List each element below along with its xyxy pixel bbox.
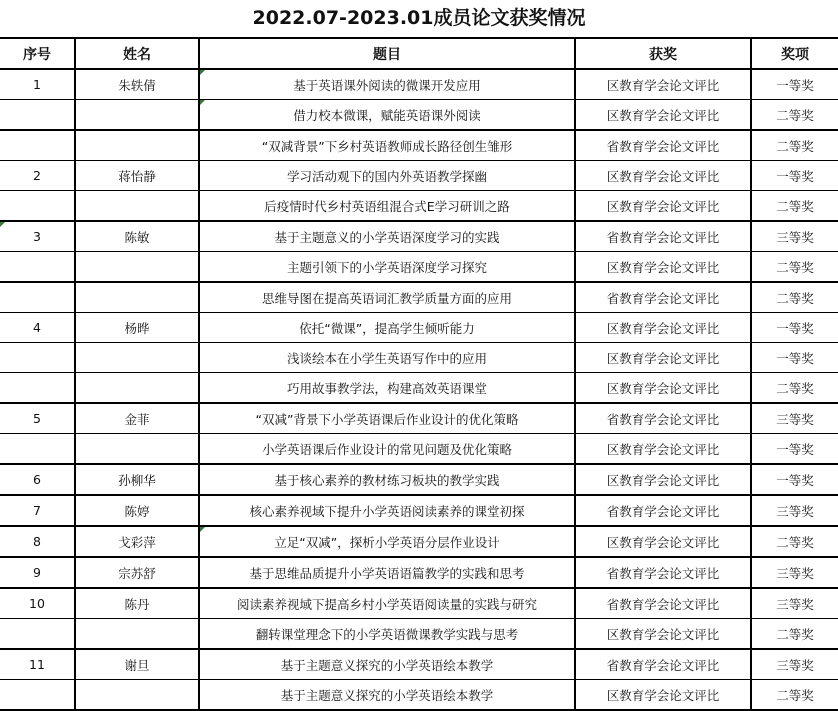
cell-name[interactable]: 孙柳华 (75, 464, 199, 495)
cell-seq[interactable] (0, 100, 75, 131)
cell-level[interactable]: 二等奖 (751, 680, 838, 711)
cell-topic[interactable]: “双减”背景下小学英语课后作业设计的优化策略 (199, 403, 575, 434)
cell-level[interactable]: 二等奖 (751, 282, 838, 313)
cell-topic[interactable]: 小学英语课后作业设计的常见问题及优化策略 (199, 434, 575, 465)
cell-seq[interactable] (0, 373, 75, 404)
cell-award[interactable]: 区教育学会论文评比 (575, 100, 751, 131)
cell-award[interactable]: 省教育学会论文评比 (575, 557, 751, 588)
cell-seq[interactable]: 2 (0, 161, 75, 191)
cell-topic[interactable]: “双减背景”下乡村英语教师成长路径创生雏形 (199, 130, 575, 161)
cell-award[interactable]: 区教育学会论文评比 (575, 252, 751, 283)
table-row (0, 464, 838, 495)
cell-topic[interactable]: 基于主题意义探究的小学英语绘本教学 (199, 680, 575, 711)
table-row (0, 282, 838, 313)
cell-name[interactable]: 陈婷 (75, 495, 199, 526)
cell-topic[interactable]: 浅谈绘本在小学生英语写作中的应用 (199, 343, 575, 373)
table-body (0, 69, 838, 710)
header-seq[interactable]: 序号 (0, 38, 75, 69)
cell-name[interactable]: 朱轶倩 (75, 69, 199, 100)
cell-award[interactable]: 省教育学会论文评比 (575, 649, 751, 680)
cell-level[interactable]: 二等奖 (751, 130, 838, 161)
cell-topic[interactable]: 借力校本微课，赋能英语课外阅读 (199, 100, 575, 131)
cell-award[interactable]: 省教育学会论文评比 (575, 495, 751, 526)
cell-award[interactable]: 省教育学会论文评比 (575, 221, 751, 252)
table-row (0, 100, 838, 131)
cell-topic[interactable]: 基于思维品质提升小学英语语篇教学的实践和思考 (199, 557, 575, 588)
cell-level[interactable]: 二等奖 (751, 191, 838, 222)
cell-topic[interactable]: 翻转课堂理念下的小学英语微课教学实践与思考 (199, 619, 575, 650)
cell-level[interactable]: 一等奖 (751, 161, 838, 191)
cell-award[interactable]: 区教育学会论文评比 (575, 373, 751, 404)
table-row (0, 619, 838, 650)
cell-level[interactable]: 一等奖 (751, 343, 838, 373)
cell-seq[interactable]: 3 (0, 221, 75, 252)
cell-award[interactable]: 区教育学会论文评比 (575, 69, 751, 100)
cell-seq[interactable] (0, 680, 75, 711)
cell-award[interactable]: 省教育学会论文评比 (575, 588, 751, 619)
cell-level[interactable]: 三等奖 (751, 221, 838, 252)
table-row (0, 343, 838, 373)
cell-award[interactable]: 区教育学会论文评比 (575, 343, 751, 373)
cell-level[interactable]: 三等奖 (751, 403, 838, 434)
cell-topic[interactable]: 基于主题意义探究的小学英语绘本教学 (199, 649, 575, 680)
cell-award[interactable]: 区教育学会论文评比 (575, 680, 751, 711)
cell-seq[interactable]: 7 (0, 495, 75, 526)
cell-name[interactable] (75, 130, 199, 161)
header-name[interactable]: 姓名 (75, 38, 199, 69)
cell-award[interactable]: 区教育学会论文评比 (575, 313, 751, 343)
cell-level[interactable]: 一等奖 (751, 464, 838, 495)
table-row (0, 526, 838, 557)
page-title: 2022.07-2023.01成员论文获奖情况 (252, 7, 586, 29)
cell-name[interactable] (75, 282, 199, 313)
table-row (0, 313, 838, 343)
cell-level[interactable]: 一等奖 (751, 313, 838, 343)
cell-name[interactable] (75, 680, 199, 711)
cell-seq[interactable] (0, 252, 75, 283)
cell-topic[interactable]: 巧用故事教学法，构建高效英语课堂 (199, 373, 575, 404)
table-row (0, 69, 838, 100)
cell-level[interactable]: 一等奖 (751, 69, 838, 100)
cell-level[interactable]: 二等奖 (751, 373, 838, 404)
table-row (0, 191, 838, 222)
cell-award[interactable]: 区教育学会论文评比 (575, 191, 751, 222)
cell-seq[interactable]: 6 (0, 464, 75, 495)
cell-seq[interactable] (0, 282, 75, 313)
cell-name[interactable] (75, 191, 199, 222)
cell-seq[interactable] (0, 130, 75, 161)
cell-name[interactable]: 陈敏 (75, 221, 199, 252)
cell-name[interactable]: 杨晔 (75, 313, 199, 343)
table-row (0, 680, 838, 711)
cell-seq[interactable] (0, 619, 75, 650)
table-row (0, 403, 838, 434)
cell-level[interactable]: 三等奖 (751, 588, 838, 619)
cell-name[interactable]: 宗苏舒 (75, 557, 199, 588)
cell-seq[interactable]: 4 (0, 313, 75, 343)
cell-seq[interactable]: 9 (0, 557, 75, 588)
cell-award[interactable]: 省教育学会论文评比 (575, 130, 751, 161)
cell-topic[interactable]: 核心素养视域下提升小学英语阅读素养的课堂初探 (199, 495, 575, 526)
table-row (0, 373, 838, 404)
cell-award[interactable]: 区教育学会论文评比 (575, 434, 751, 465)
header-topic[interactable]: 题目 (199, 38, 575, 69)
cell-topic[interactable]: 主题引领下的小学英语深度学习探究 (199, 252, 575, 283)
cell-name[interactable]: 蒋怡静 (75, 161, 199, 191)
cell-level[interactable]: 三等奖 (751, 557, 838, 588)
cell-level[interactable]: 二等奖 (751, 526, 838, 557)
cell-seq[interactable]: 11 (0, 649, 75, 680)
cell-topic[interactable]: 依托“微课”，提高学生倾听能力 (199, 313, 575, 343)
header-row (0, 38, 838, 69)
cell-name[interactable] (75, 434, 199, 465)
table-row (0, 130, 838, 161)
table-row (0, 221, 838, 252)
cell-topic[interactable]: 后疫情时代乡村英语组混合式E学习研训之路 (199, 191, 575, 222)
cell-award[interactable]: 省教育学会论文评比 (575, 403, 751, 434)
cell-seq[interactable] (0, 434, 75, 465)
cell-topic[interactable]: 思维导图在提高英语词汇教学质量方面的应用 (199, 282, 575, 313)
cell-name[interactable]: 金菲 (75, 403, 199, 434)
table-row (0, 649, 838, 680)
table-row (0, 557, 838, 588)
cell-award[interactable]: 区教育学会论文评比 (575, 161, 751, 191)
table-row (0, 588, 838, 619)
cell-topic[interactable]: 立足“双减”，探析小学英语分层作业设计 (199, 526, 575, 557)
table-row (0, 495, 838, 526)
cell-name[interactable]: 戈彩萍 (75, 526, 199, 557)
cell-level[interactable]: 二等奖 (751, 619, 838, 650)
cell-seq[interactable] (0, 343, 75, 373)
cell-seq[interactable]: 10 (0, 588, 75, 619)
table-row (0, 161, 838, 191)
cell-award[interactable]: 区教育学会论文评比 (575, 464, 751, 495)
cell-level[interactable]: 三等奖 (751, 495, 838, 526)
cell-name[interactable] (75, 619, 199, 650)
header-award[interactable]: 获奖 (575, 38, 751, 69)
table-row (0, 252, 838, 283)
table-row (0, 434, 838, 465)
cell-name[interactable]: 陈丹 (75, 588, 199, 619)
cell-name[interactable] (75, 373, 199, 404)
cell-seq[interactable]: 8 (0, 526, 75, 557)
cell-name[interactable] (75, 252, 199, 283)
cell-award[interactable]: 区教育学会论文评比 (575, 619, 751, 650)
cell-award[interactable]: 省教育学会论文评比 (575, 282, 751, 313)
cell-name[interactable] (75, 100, 199, 131)
cell-award[interactable]: 区教育学会论文评比 (575, 526, 751, 557)
awards-table (0, 37, 838, 711)
cell-level[interactable]: 一等奖 (751, 434, 838, 465)
cell-topic[interactable]: 学习活动观下的国内外英语教学探幽 (199, 161, 575, 191)
cell-name[interactable] (75, 343, 199, 373)
cell-topic[interactable]: 阅读素养视域下提高乡村小学英语阅读量的实践与研究 (199, 588, 575, 619)
cell-topic[interactable]: 基于核心素养的教材练习板块的教学实践 (199, 464, 575, 495)
cell-level[interactable]: 三等奖 (751, 649, 838, 680)
cell-seq[interactable]: 1 (0, 69, 75, 100)
header-level[interactable]: 奖项 (751, 38, 838, 69)
cell-level[interactable]: 二等奖 (751, 100, 838, 131)
cell-seq[interactable] (0, 191, 75, 222)
cell-level[interactable]: 二等奖 (751, 252, 838, 283)
cell-topic[interactable]: 基于英语课外阅读的微课开发应用 (199, 69, 575, 100)
cell-topic[interactable]: 基于主题意义的小学英语深度学习的实践 (199, 221, 575, 252)
cell-seq[interactable]: 5 (0, 403, 75, 434)
cell-name[interactable]: 谢旦 (75, 649, 199, 680)
